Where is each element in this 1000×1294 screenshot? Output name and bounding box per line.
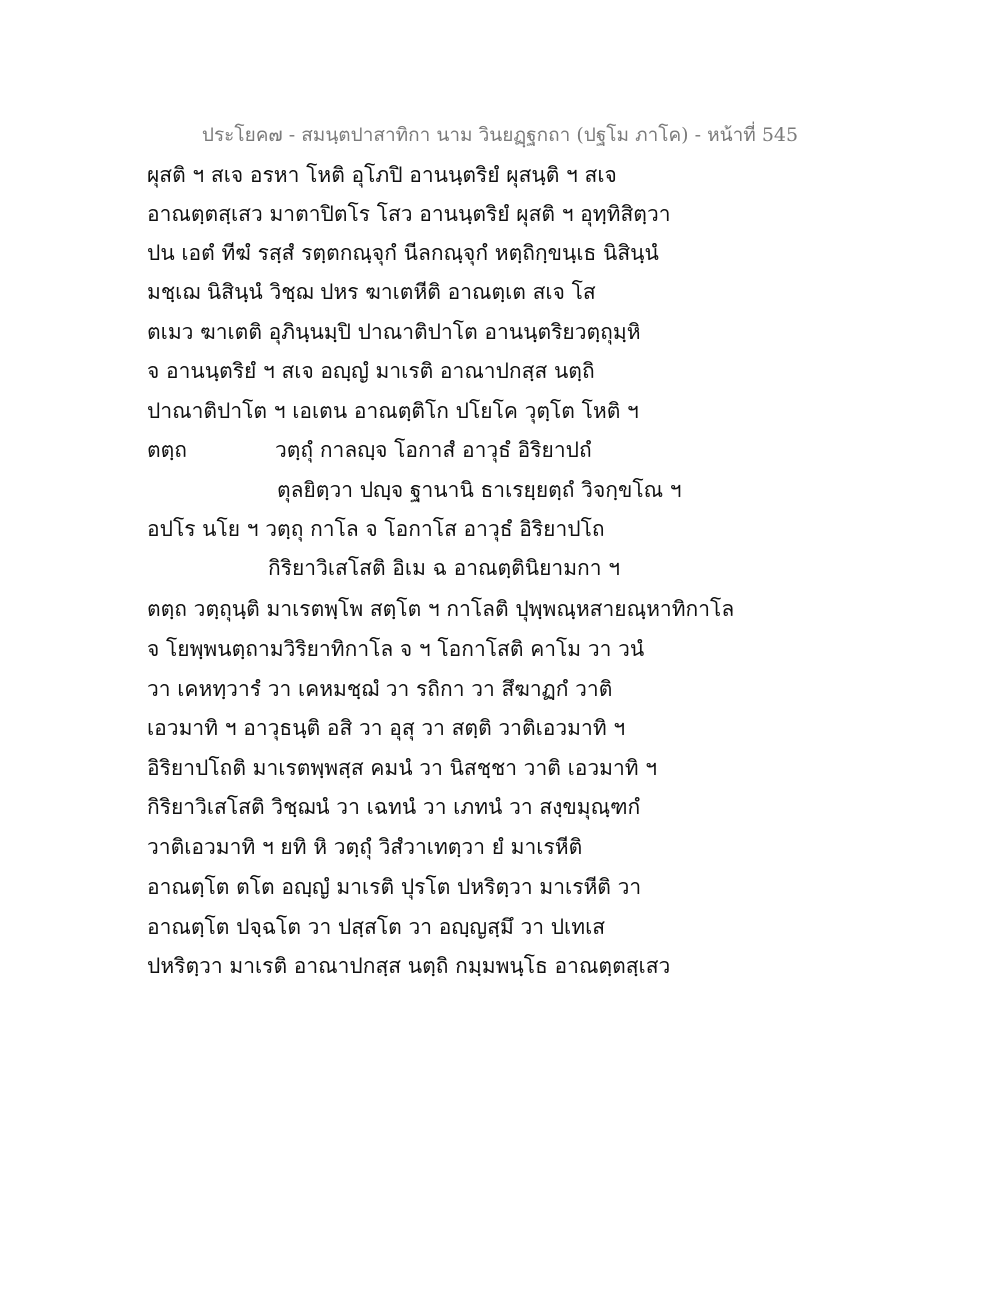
text-line: ตเมว ฆาเตติ อุภินฺนมฺปิ ปาณาติปาโต อานนฺตริยวตฺถุมฺหิ	[147, 320, 641, 344]
verse-line: ตุลยิตฺวา ปญฺจ ฐานานิ ธาเรยฺยตฺถํ วิจกฺขโณ ฯ	[277, 478, 682, 502]
text-line: ปหริตฺวา มาเรติ อาณาปกสฺส นตฺถิ กมฺมพนฺโธ อาณตฺตสฺเสว	[147, 954, 671, 978]
text-line: เอวมาทิ ฯ อาวุธนฺติ อสิ วา อุสุ วา สตฺติ วาติเอวมาทิ ฯ	[147, 716, 626, 740]
text-line: วา เคหทฺวารํ วา เคหมชฺฌํ วา รถิกา วา สึฆาฏกํ วาติ	[147, 677, 613, 701]
text-line: ตตฺถ	[147, 438, 187, 462]
text-line: ผุสติ ฯ สเจ อรหา โหติ อุโภปิ อานนฺตริยํ ผุสนฺติ ฯ สเจ	[147, 163, 617, 187]
text-line: มชฺเฌ นิสินฺนํ วิชฺฌ ปหร ฆาเตหีติ อาณตฺเต สเจ โส	[147, 280, 596, 304]
text-line: จ อานนฺตริยํ ฯ สเจ อญฺญํ มาเรติ อาณาปกสฺส นตฺถิ	[147, 359, 595, 383]
text-line: กิริยาวิเสโสติ วิชฺฌนํ วา เฉทนํ วา เภทนํ วา สงฺขมุณฺฑกํ	[147, 795, 641, 819]
page-header: ประโยค๗ - สมนฺตปาสาทิกา นาม วินยฏฺฐกถา (ปฐโม ภาโค) - หน้าที่ 545	[201, 124, 799, 146]
text-line: ตตฺถ วตฺถุนฺติ มาเรตพฺโพ สตฺโต ฯ กาโลติ ปุพฺพณฺหสายณฺหาทิกาโล	[147, 597, 735, 621]
text-line: อิริยาปโถติ มาเรตพฺพสฺส คมนํ วา นิสชฺชา วาติ เอวมาทิ ฯ	[147, 756, 658, 780]
text-line: จ โยพฺพนตฺถามวิริยาทิกาโล จ ฯ โอกาโสติ คาโม วา วนํ	[147, 637, 645, 661]
text-line: อาณตฺตสฺเสว มาตาปิตโร โสว อานนฺตริยํ ผุสติ ฯ อุทฺทิสิตฺวา	[147, 202, 671, 226]
verse-line: กิริยาวิเสโสติ อิเม ฉ อาณตฺตินิยามกา ฯ	[268, 556, 621, 580]
text-line: วาติเอวมาทิ ฯ ยทิ หิ วตฺถุํ วิสํวาเทตฺวา ยํ มาเรหีติ	[147, 835, 583, 859]
text-line: อาณตฺโต ปจฺฉโต วา ปสฺสโต วา อญฺญสฺมึ วา ปเทเส	[147, 915, 606, 939]
text-line: ปน เอตํ ทีฆํ รสฺสํ รตฺตกณฺจุกํ นีลกณฺจุกํ หตฺถิกฺขนฺเธ นิสินฺนํ	[147, 241, 659, 265]
verse-line: วตฺถุํ กาลญฺจ โอกาสํ อาวุธํ อิริยาปถํ	[275, 438, 592, 462]
text-line: อปโร นโย ฯ วตฺถุ กาโล จ โอกาโส อาวุธํ อิริยาปโถ	[147, 517, 605, 541]
text-line: ปาณาติปาโต ฯ เอเตน อาณตฺติโก ปโยโค วุตฺโต โหติ ฯ	[147, 399, 639, 423]
text-line: อาณตฺโต ตโต อญฺญํ มาเรติ ปุรโต ปหริตฺวา มาเรหีติ วา	[147, 875, 642, 899]
